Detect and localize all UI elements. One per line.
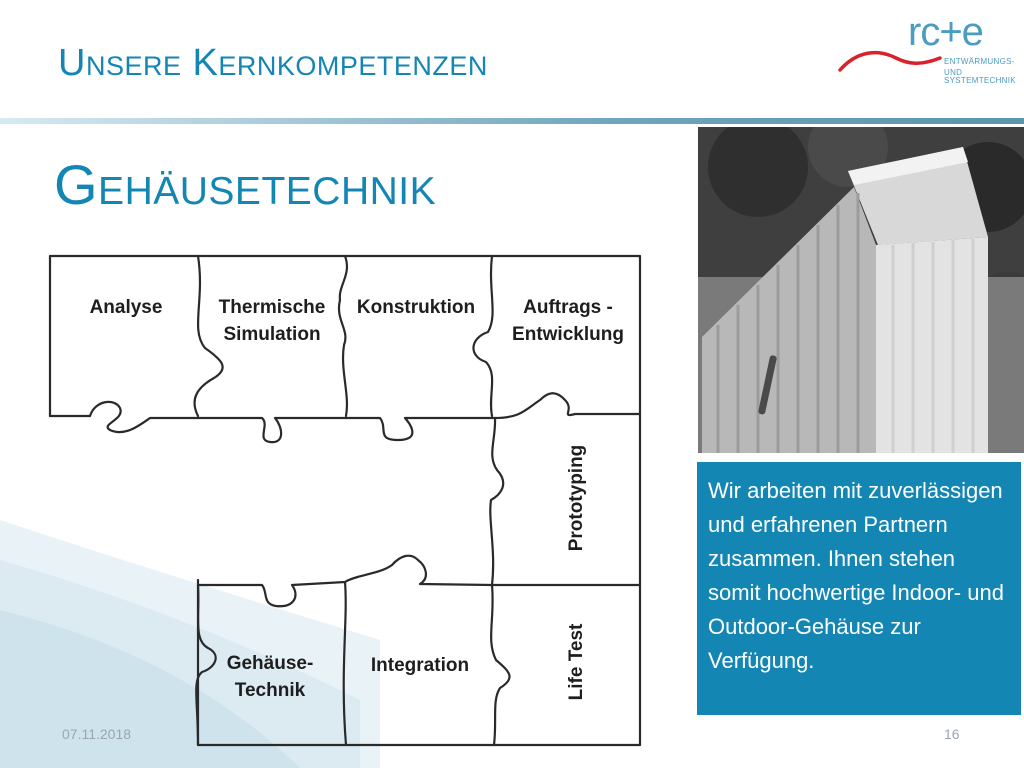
puzzle-piece-auftrags-entwicklung: Auftrags - Entwicklung xyxy=(512,297,624,345)
puzzle-piece-integration: Integration xyxy=(370,655,470,676)
slide-title: Gehäusetechnik xyxy=(54,153,437,216)
puzzle-piece-gehaeuse-technik: Gehäuse- Technik xyxy=(226,653,314,701)
puzzle-piece-konstruktion: Konstruktion xyxy=(356,297,476,318)
puzzle-edge-v6 xyxy=(491,585,509,745)
puzzle-edge-v4 xyxy=(490,418,503,585)
logo-tagline-1: ENTWÄRMUNGS- xyxy=(944,57,1015,66)
section-title: Unsere Kernkompetenzen xyxy=(58,42,488,84)
logo-tagline-2: UND SYSTEMTECHNIK xyxy=(944,68,1016,85)
puzzle-edge-h1 xyxy=(50,393,640,442)
info-text-box: Wir arbeiten mit zuverlässigen und erfahrenen Partnern zusammen. Ihnen stehen somit hochwertige Indoor- und Outdoor-Gehäuse zur Verfügung. xyxy=(697,462,1021,715)
puzzle-piece-thermische-simulation: Thermische Simulation xyxy=(218,297,326,345)
footer-date: 07.11.2018 xyxy=(62,726,132,742)
puzzle-edge-v5 xyxy=(344,582,346,745)
logo-wordmark: rc+e xyxy=(908,10,983,54)
puzzle-edge-h2 xyxy=(198,556,640,607)
puzzle-piece-analyse: Analyse xyxy=(89,297,163,318)
footer-page-number: 16 xyxy=(944,726,960,742)
puzzle-piece-life-test: Life Test xyxy=(566,623,587,701)
puzzle-edge-v3 xyxy=(473,256,492,416)
puzzle-piece-prototyping: Prototyping xyxy=(566,444,587,552)
